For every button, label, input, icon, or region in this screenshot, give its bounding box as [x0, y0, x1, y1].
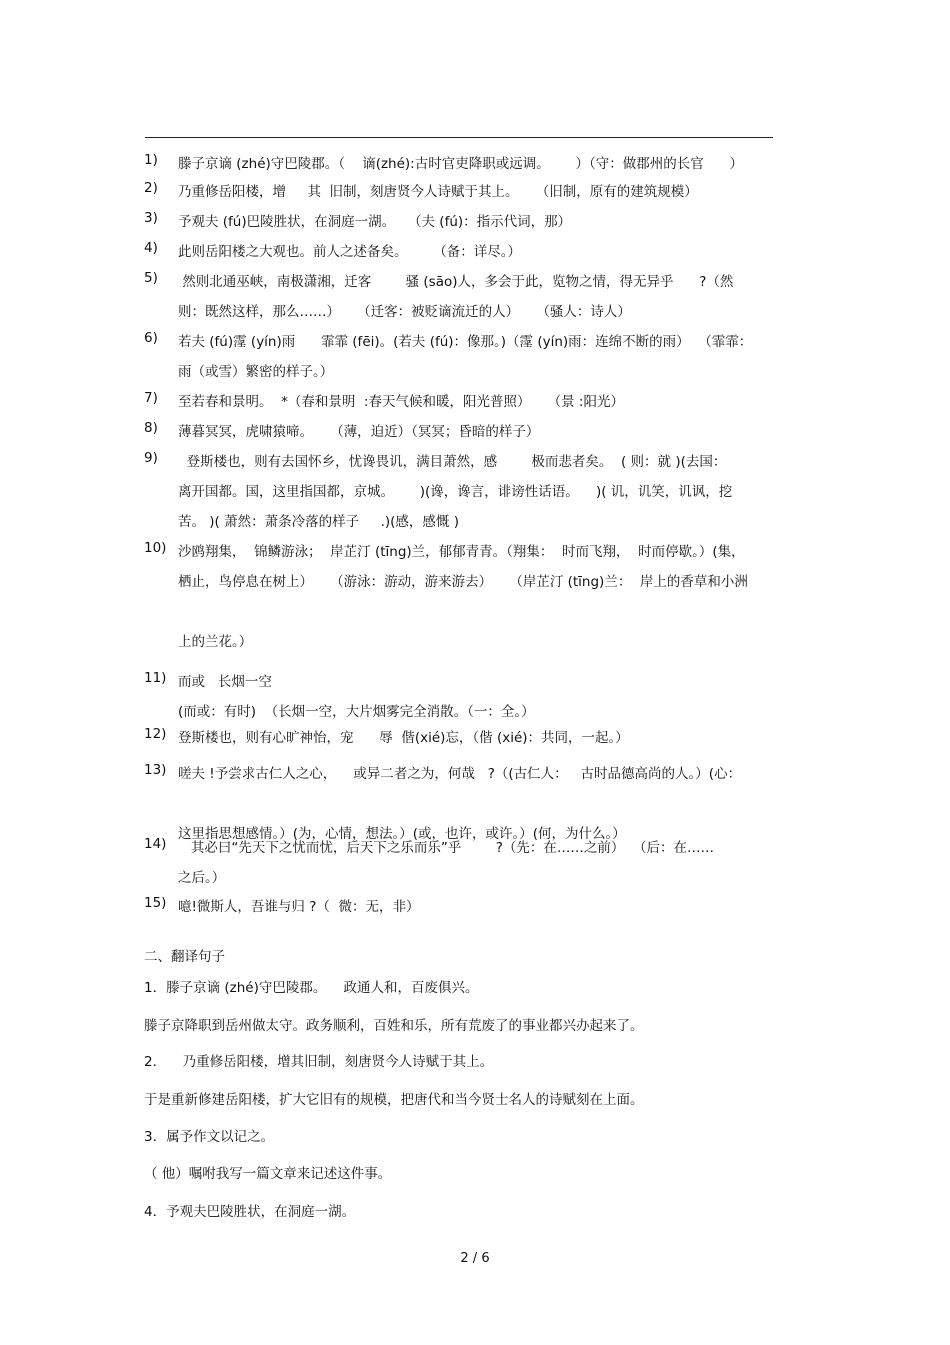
item-number: 9) — [144, 450, 158, 466]
item-line: 至若春和景明。 *（春和景明 :春天气候和暖，阳光普照） （景 :阳光） — [178, 394, 624, 410]
item-line: 其必曰“先天下之忧而忧，后天下之乐而乐”乎 ?（先：在……之前） （后：在…… — [178, 840, 714, 856]
item-line: 上的兰花。） — [178, 634, 253, 650]
item-line: 然则北通巫峡，南极潇湘，迁客 骚 (sāo)人，多会于此，览物之情，得无异乎 ?（然 — [178, 274, 734, 290]
item-line: 这里指思想感情。）(为，心情，想法。）(或，也许，或许。）(何，为什么。） — [178, 826, 626, 842]
page-number: 2 / 6 — [460, 1251, 490, 1266]
item-number: 12) — [144, 726, 167, 742]
item-number: 13) — [144, 762, 167, 778]
item-line: 之后。） — [178, 870, 226, 886]
item-number: 15) — [144, 895, 167, 911]
item-line: 苦。 )( 萧然：萧条冷落的样子 .)(感，感慨 ) — [178, 514, 459, 530]
item-line: 登斯楼也，则有去国怀乡，忧谗畏讥，满目萧然，感 极而悲者矣。 ( 则：就 )(去国： — [178, 454, 727, 470]
item-line: 薄暮冥冥，虎啸猿啼。 （薄，迫近）（冥冥；昏暗的样子） — [178, 424, 540, 440]
translation-line: 2. 乃重修岳阳楼，增其旧制，刻唐贤今人诗赋于其上。 — [144, 1054, 494, 1070]
item-number: 5) — [144, 270, 158, 286]
item-line: 滕子京谪 (zhé)守巴陵郡。（ 谪(zhé):古时官吏降职或远调。 ）（守：做郡州的长官 ） — [178, 156, 743, 172]
item-line: 离开国都。国，这里指国都，京城。 )(谗，谗言，诽谤性话语。 )( 讥，讥笑，讥讽，挖 — [178, 484, 733, 500]
item-line: 而或 长烟一空 — [178, 674, 272, 690]
item-line: 嗟夫 !予尝求古仁人之心， 或异二者之为，何哉 ?（(古仁人： 古时品德高尚的人。）(心： — [178, 766, 742, 782]
item-line: (而或：有时) （长烟一空，大片烟雾完全消散。（一：全。） — [178, 704, 535, 720]
item-line: 此则岳阳楼之大观也。前人之述备矣。 （备：详尽。） — [178, 244, 521, 260]
item-number: 10) — [144, 540, 167, 556]
item-number: 14) — [144, 836, 167, 852]
header-rule — [145, 137, 773, 138]
section-title: 二、翻译句子 — [144, 949, 225, 965]
item-number: 8) — [144, 420, 158, 436]
item-line: 栖止，鸟停息在树上） （游泳：游动，游来游去） （岸芷汀 (tīng)兰： 岸上的香草和小洲 — [178, 574, 748, 590]
translation-line: 1．滕子京谪 (zhé)守巴陵郡。 政通人和，百废俱兴。 — [144, 980, 479, 996]
translation-line: （ 他）嘱咐我写一篇文章来记述这件事。 — [144, 1166, 392, 1182]
item-number: 1) — [144, 152, 158, 168]
translation-line: 4．予观夫巴陵胜状，在洞庭一湖。 — [144, 1204, 356, 1220]
translation-line: 3．属予作文以记之。 — [144, 1129, 275, 1145]
item-number: 3) — [144, 210, 158, 226]
item-number: 11) — [144, 670, 167, 686]
translation-line: 滕子京降职到岳州做太守。政务顺利，百姓和乐，所有荒废了的事业都兴办起来了。 — [144, 1018, 644, 1034]
item-line: 则：既然这样，那么……） （迁客：被贬谪流迁的人） （骚人：诗人） — [178, 304, 631, 320]
item-line: 沙鸥翔集， 锦鳞游泳； 岸芷汀 (tīng)兰，郁郁青青。（翔集： 时而飞翔， 时而停歇。）(集， — [178, 544, 745, 560]
item-line: 乃重修岳阳楼，增 其 旧制，刻唐贤今人诗赋于其上。 （旧制，原有的建筑规模） — [178, 184, 698, 200]
item-number: 4) — [144, 240, 158, 256]
item-number: 7) — [144, 390, 158, 406]
item-line: 登斯楼也，则有心旷神怡，宠 辱 偕(xié)忘，（偕 (xié)：共同，一起。） — [178, 730, 629, 746]
item-line: 若夫 (fú)霪 (yín)雨 霏霏 (fēi)。(若夫 (fú)：像那。)（霪 (yín)雨：连绵不断的雨） （霏霏： — [178, 334, 753, 350]
item-line: 雨（或雪）繁密的样子。） — [178, 364, 334, 380]
item-line: 予观夫 (fú)巴陵胜状，在洞庭一湖。 （夫 (fú)：指示代词，那） — [178, 214, 572, 230]
item-line: 噫!微斯人，吾谁与归 ?（ 微：无，非） — [178, 899, 420, 915]
item-number: 2) — [144, 180, 158, 196]
item-number: 6) — [144, 330, 158, 346]
translation-line: 于是重新修建岳阳楼，扩大它旧有的规模，把唐代和当今贤士名人的诗赋刻在上面。 — [144, 1092, 644, 1108]
